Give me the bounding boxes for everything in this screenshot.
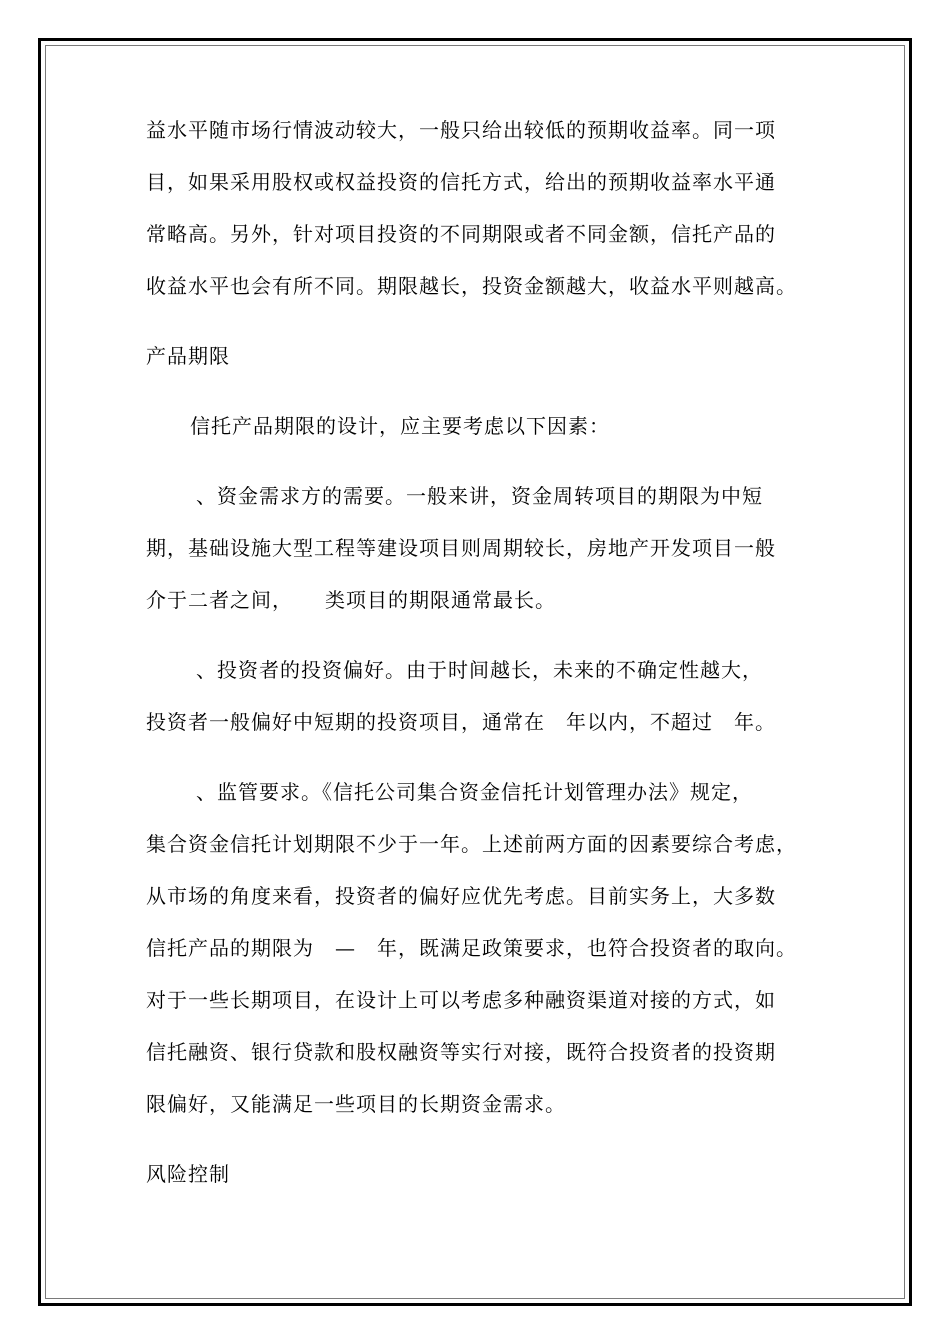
paragraph-intro (146, 400, 826, 452)
text-line: 、资金需求方的需要。一般来讲，资金周转项目的期限为中短 (196, 484, 763, 508)
text-line: 常略高。另外，针对项目投资的不同期限或者不同金额，信托产品的 (146, 222, 776, 246)
text-line: 目，如果采用股权或权益投资的信托方式，给出的预期收益率水平通 (146, 170, 776, 194)
text-line: 从市场的角度来看，投资者的偏好应优先考虑。目前实务上，大多数 (146, 884, 776, 908)
spacer (146, 748, 826, 766)
text-line: 信托产品期限的设计，应主要考虑以下因素： (190, 414, 610, 438)
text-line: 限偏好，又能满足一些项目的长期资金需求。 (146, 1092, 566, 1116)
text-line: 集合资金信托计划期限不少于一年。上述前两方面的因素要综合考虑， (146, 832, 797, 856)
paragraph-factor-2 (146, 644, 826, 748)
spacer (146, 1130, 826, 1148)
spacer (146, 312, 826, 330)
document-body (146, 104, 826, 1200)
paragraph-return-level (146, 104, 826, 312)
text-line: 信托产品的期限为 — 年，既满足政策要求，也符合投资者的取向。 (146, 936, 797, 960)
text-line: 、投资者的投资偏好。由于时间越长，未来的不确定性越大， (196, 658, 763, 682)
text-line: 介于二者之间， 类项目的期限通常最长。 (146, 588, 556, 612)
text-line: 、监管要求。《信托公司集合资金信托计划管理办法》规定， (196, 780, 753, 804)
text-line: 对于一些长期项目，在设计上可以考虑多种融资渠道对接的方式，如 (146, 988, 776, 1012)
paragraph-factor-3 (146, 766, 826, 1130)
section-heading-term (146, 330, 826, 382)
text-line: 信托融资、银行贷款和股权融资等实行对接，既符合投资者的投资期 (146, 1040, 776, 1064)
heading-text: 风险控制 (146, 1162, 230, 1186)
spacer (146, 452, 826, 470)
paragraph-factor-1 (146, 470, 826, 626)
heading-text: 产品期限 (146, 344, 230, 368)
text-line: 收益水平也会有所不同。期限越长，投资金额越大，收益水平则越高。 (146, 274, 797, 298)
section-heading-risk (146, 1148, 826, 1200)
text-line: 投资者一般偏好中短期的投资项目，通常在 年以内，不超过 年。 (146, 710, 776, 734)
text-line: 期，基础设施大型工程等建设项目则周期较长，房地产开发项目一般 (146, 536, 776, 560)
spacer (146, 382, 826, 400)
spacer (146, 626, 826, 644)
text-line: 益水平随市场行情波动较大，一般只给出较低的预期收益率。同一项 (146, 118, 776, 142)
